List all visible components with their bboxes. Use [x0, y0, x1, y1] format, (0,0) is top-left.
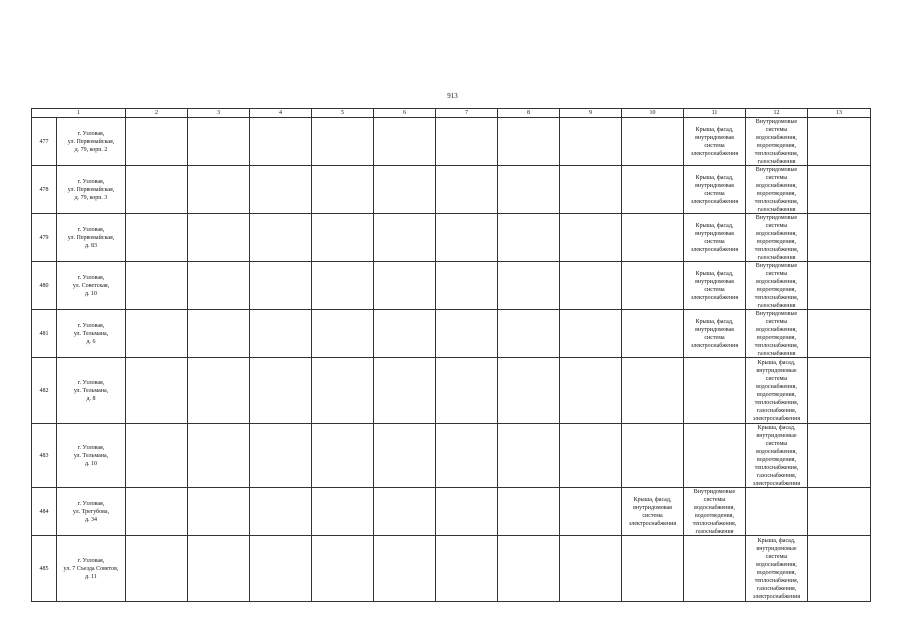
work-type-cell-10	[622, 118, 684, 166]
empty-cell	[560, 358, 622, 424]
work-type-cell-11	[684, 214, 746, 262]
empty-cell	[250, 488, 312, 536]
work-type-cell-11-text: Внутридомовые системы водоснабжения, водоотведения, теплоснабжения, газоснабжения	[692, 489, 737, 535]
empty-cell	[374, 214, 436, 262]
row-number-cell-text: 479	[39, 234, 49, 241]
empty-cell	[498, 488, 560, 536]
table-row	[32, 358, 871, 424]
column-header: 4	[250, 109, 312, 118]
empty-cell	[126, 536, 188, 602]
address-cell-text: г. Узловая, ул. 7 Съезда Советов, д. 11	[63, 557, 119, 580]
column-header: 12	[746, 109, 808, 118]
empty-cell	[250, 358, 312, 424]
address-cell-text: г. Узловая, ул. Первомайская, д. 79, корп. 3	[67, 178, 115, 201]
empty-cell	[560, 536, 622, 602]
work-type-cell-11-text: Крыша, фасад, внутридомовая система электроснабжения	[690, 222, 739, 253]
work-type-cell-12-text: Внутридомовые системы водоснабжения, водоотведения, теплоснабжения, газоснабжения	[754, 263, 799, 309]
address-cell	[57, 262, 126, 310]
work-type-cell-11	[684, 262, 746, 310]
work-type-cell-12-text: Внутридомовые системы водоснабжения, водоотведения, теплоснабжения, газоснабжения	[754, 311, 799, 357]
address-cell	[57, 358, 126, 424]
empty-cell	[498, 214, 560, 262]
column-header: 2	[126, 109, 188, 118]
work-type-cell-13	[808, 214, 871, 262]
work-type-cell-12	[746, 358, 808, 424]
work-type-cell-11	[684, 358, 746, 424]
row-number-cell-text: 477	[39, 138, 49, 145]
work-type-cell-11	[684, 166, 746, 214]
empty-cell	[250, 262, 312, 310]
empty-cell	[374, 118, 436, 166]
repair-schedule-table	[31, 108, 871, 602]
address-cell	[57, 424, 126, 488]
empty-cell	[126, 488, 188, 536]
address-cell	[57, 214, 126, 262]
row-number-cell-text: 482	[39, 387, 49, 394]
empty-cell	[188, 214, 250, 262]
row-number-cell	[32, 262, 57, 310]
address-cell	[57, 118, 126, 166]
empty-cell	[250, 310, 312, 358]
empty-cell	[188, 488, 250, 536]
empty-cell	[498, 424, 560, 488]
work-type-cell-12	[746, 424, 808, 488]
empty-cell	[312, 358, 374, 424]
address-cell	[57, 310, 126, 358]
work-type-cell-10	[622, 488, 684, 536]
empty-cell	[436, 424, 498, 488]
empty-cell	[312, 262, 374, 310]
work-type-cell-12-text: Внутридомовые системы водоснабжения, водоотведения, теплоснабжения, газоснабжения	[754, 167, 799, 213]
empty-cell	[436, 166, 498, 214]
work-type-cell-13	[808, 424, 871, 488]
empty-cell	[312, 118, 374, 166]
work-type-cell-12-text: Внутридомовые системы водоснабжения, водоотведения, теплоснабжения, газоснабжения	[754, 215, 799, 261]
empty-cell	[436, 536, 498, 602]
work-type-cell-10	[622, 214, 684, 262]
empty-cell	[560, 310, 622, 358]
row-number-cell	[32, 310, 57, 358]
work-type-cell-12-text: Внутридомовые системы водоснабжения, водоотведения, теплоснабжения, газоснабжения	[754, 119, 799, 165]
work-type-cell-11-text: Крыша, фасад, внутридомовая система электроснабжения	[690, 126, 739, 157]
empty-cell	[374, 536, 436, 602]
empty-cell	[188, 118, 250, 166]
column-header: 10	[622, 109, 684, 118]
work-type-cell-10	[622, 166, 684, 214]
work-type-cell-13	[808, 488, 871, 536]
column-header: 6	[374, 109, 436, 118]
empty-cell	[126, 118, 188, 166]
empty-cell	[498, 118, 560, 166]
header-row	[32, 109, 871, 118]
column-header: 13	[808, 109, 871, 118]
empty-cell	[560, 166, 622, 214]
column-header: 1	[32, 109, 126, 118]
empty-cell	[250, 118, 312, 166]
address-cell-text: г. Узловая, ул. Тельмана, д. 6	[73, 322, 109, 345]
column-header: 11	[684, 109, 746, 118]
empty-cell	[374, 262, 436, 310]
empty-cell	[312, 166, 374, 214]
empty-cell	[126, 166, 188, 214]
work-type-cell-11-text: Крыша, фасад, внутридомовая система электроснабжения	[690, 270, 739, 301]
row-number-cell-text: 480	[39, 282, 49, 289]
work-type-cell-13	[808, 358, 871, 424]
empty-cell	[126, 262, 188, 310]
column-header: 9	[560, 109, 622, 118]
work-type-cell-11	[684, 424, 746, 488]
address-cell-text: г. Узловая, ул. Тельмана, д. 10	[73, 444, 109, 467]
row-number-cell-text: 478	[39, 186, 49, 193]
row-number-cell	[32, 536, 57, 602]
table-row	[32, 536, 871, 602]
empty-cell	[126, 214, 188, 262]
empty-cell	[126, 424, 188, 488]
row-number-cell	[32, 214, 57, 262]
empty-cell	[188, 424, 250, 488]
address-cell	[57, 488, 126, 536]
work-type-cell-10	[622, 262, 684, 310]
empty-cell	[250, 214, 312, 262]
empty-cell	[498, 166, 560, 214]
work-type-cell-10	[622, 424, 684, 488]
empty-cell	[374, 358, 436, 424]
address-cell-text: г. Узловая, ул. Трегубова, д. 34	[72, 500, 110, 523]
work-type-cell-11-text: Крыша, фасад, внутридомовая система электроснабжения	[690, 318, 739, 349]
work-type-cell-10	[622, 358, 684, 424]
empty-cell	[560, 424, 622, 488]
empty-cell	[374, 166, 436, 214]
work-type-cell-12	[746, 166, 808, 214]
empty-cell	[436, 310, 498, 358]
empty-cell	[498, 536, 560, 602]
empty-cell	[560, 262, 622, 310]
work-type-cell-11	[684, 536, 746, 602]
empty-cell	[374, 488, 436, 536]
address-cell	[57, 536, 126, 602]
empty-cell	[250, 536, 312, 602]
work-type-cell-13	[808, 536, 871, 602]
empty-cell	[188, 310, 250, 358]
empty-cell	[560, 488, 622, 536]
empty-cell	[560, 214, 622, 262]
row-number-cell-text: 483	[39, 452, 49, 459]
work-type-cell-13	[808, 310, 871, 358]
column-header: 3	[188, 109, 250, 118]
empty-cell	[250, 166, 312, 214]
work-type-cell-12-text: Крыша, фасад, внутридомовые системы водоснабжения, водоотведения, теплоснабжения, газоснабжения, электроснабжения	[752, 425, 801, 487]
empty-cell	[188, 536, 250, 602]
table-row	[32, 118, 871, 166]
empty-cell	[436, 118, 498, 166]
row-number-cell	[32, 166, 57, 214]
empty-cell	[374, 310, 436, 358]
work-type-cell-11	[684, 118, 746, 166]
work-type-cell-13	[808, 262, 871, 310]
work-type-cell-12	[746, 118, 808, 166]
table-row	[32, 424, 871, 488]
empty-cell	[312, 424, 374, 488]
column-header: 5	[312, 109, 374, 118]
empty-cell	[312, 488, 374, 536]
row-number-cell	[32, 358, 57, 424]
empty-cell	[436, 488, 498, 536]
work-type-cell-12-text: Крыша, фасад, внутридомовые системы водоснабжения, водоотведения, теплоснабжения, газоснабжения, электроснабжения	[752, 537, 801, 600]
work-type-cell-11	[684, 488, 746, 536]
empty-cell	[374, 424, 436, 488]
empty-cell	[188, 262, 250, 310]
work-type-cell-10	[622, 310, 684, 358]
empty-cell	[126, 310, 188, 358]
table-row	[32, 310, 871, 358]
work-type-cell-12	[746, 488, 808, 536]
empty-cell	[560, 118, 622, 166]
empty-cell	[312, 214, 374, 262]
empty-cell	[498, 262, 560, 310]
work-type-cell-13	[808, 166, 871, 214]
address-cell-text: г. Узловая, ул. Советская, д. 10	[72, 274, 110, 297]
table-row	[32, 262, 871, 310]
work-type-cell-11-text: Крыша, фасад, внутридомовая система электроснабжения	[690, 174, 739, 205]
empty-cell	[250, 424, 312, 488]
work-type-cell-13	[808, 118, 871, 166]
work-type-cell-12-text: Крыша, фасад, внутридомовые системы водоснабжения, водоотведения, теплоснабжения, газоснабжения, электроснабжения	[752, 359, 801, 422]
work-type-cell-12	[746, 310, 808, 358]
row-number-cell	[32, 118, 57, 166]
page-number: 913	[447, 92, 458, 100]
address-cell-text: г. Узловая, ул. Первомайская, д. 79, корп. 2	[67, 130, 115, 153]
table-row	[32, 214, 871, 262]
empty-cell	[188, 166, 250, 214]
row-number-cell-text: 484	[39, 508, 49, 515]
row-number-cell-text: 485	[39, 565, 49, 572]
table-row	[32, 488, 871, 536]
work-type-cell-12	[746, 262, 808, 310]
address-cell	[57, 166, 126, 214]
empty-cell	[436, 262, 498, 310]
work-type-cell-11	[684, 310, 746, 358]
empty-cell	[436, 358, 498, 424]
work-type-cell-10-text: Крыша, фасад, внутридомовая система электроснабжения	[628, 496, 677, 527]
work-type-cell-10	[622, 536, 684, 602]
row-number-cell	[32, 488, 57, 536]
empty-cell	[312, 310, 374, 358]
column-header: 8	[498, 109, 560, 118]
empty-cell	[498, 310, 560, 358]
table-body	[32, 118, 871, 602]
row-number-cell-text: 481	[39, 330, 49, 337]
empty-cell	[498, 358, 560, 424]
address-cell-text: г. Узловая, ул. Тельмана, д. 8	[73, 379, 109, 402]
row-number-cell	[32, 424, 57, 488]
work-type-cell-12	[746, 214, 808, 262]
work-type-cell-12	[746, 536, 808, 602]
empty-cell	[126, 358, 188, 424]
table-row	[32, 166, 871, 214]
empty-cell	[312, 536, 374, 602]
address-cell-text: г. Узловая, ул. Первомайская, д. 83	[67, 226, 115, 249]
empty-cell	[436, 214, 498, 262]
empty-cell	[188, 358, 250, 424]
column-header: 7	[436, 109, 498, 118]
